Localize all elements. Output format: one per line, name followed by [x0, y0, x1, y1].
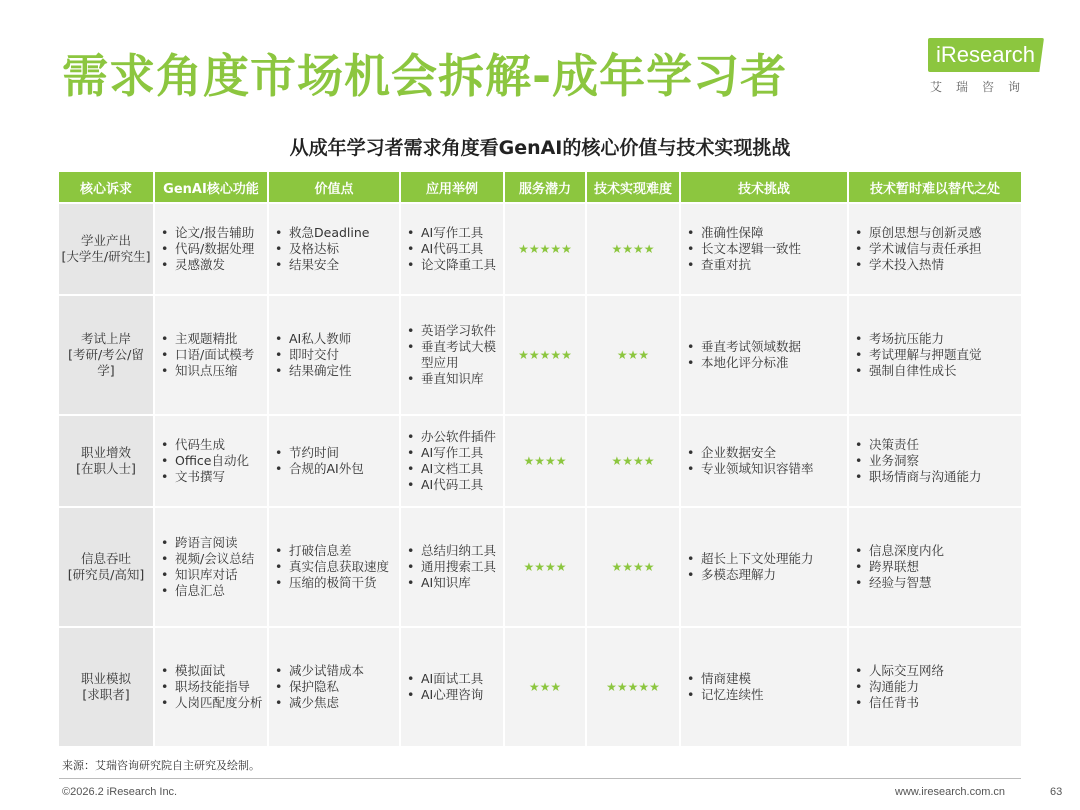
demand-text: [求职者]: [82, 687, 130, 702]
bullet-item: • 文书撰写: [161, 469, 249, 485]
bullet-item: • 强制自律性成长: [855, 363, 982, 379]
functions-cell: [155, 628, 269, 746]
functions-cell: [155, 296, 269, 414]
header-cell: 技术暂时难以替代之处: [849, 172, 1021, 202]
table-row: [59, 508, 1021, 626]
bullet-item: • 考场抗压能力: [855, 331, 982, 347]
demand-text: [大学生/研究生]: [61, 249, 151, 264]
bullet-item: • 人岗匹配度分析: [161, 695, 263, 711]
bullet-item: • 知识库对话: [161, 567, 254, 583]
header-cell: 服务潜力: [505, 172, 587, 202]
bullet-item: • 减少焦虑: [275, 695, 364, 711]
bullet-item: • AI文档工具: [407, 461, 496, 477]
bullet-item: • 结果安全: [275, 257, 369, 273]
functions-cell: [155, 416, 269, 506]
source-note: 来源：艾瑞咨询研究院自主研究及绘制。: [62, 759, 260, 772]
header-cell: 技术挑战: [681, 172, 849, 202]
bullet-item: • 保护隐私: [275, 679, 364, 695]
bullet-item: • 跨界联想: [855, 559, 944, 575]
bullet-item: • 信息深度内化: [855, 543, 944, 559]
header-cell: 应用举例: [401, 172, 505, 202]
demand-cell: [59, 508, 155, 626]
bullet-item: • 办公软件插件: [407, 429, 496, 445]
table-row: [59, 416, 1021, 506]
bullet-item: • 准确性保障: [687, 225, 801, 241]
demand-cell: [59, 204, 155, 294]
bullet-item: • 代码/数据处理: [161, 241, 254, 257]
bullet-list: [155, 225, 258, 273]
table-row: [59, 204, 1021, 294]
bullet-item: • 垂直考试大模型应用: [407, 339, 499, 371]
values-cell: [269, 204, 401, 294]
difficulty-rating: ★★★★: [587, 508, 681, 626]
bullet-item: • Office自动化: [161, 453, 249, 469]
bullet-item: • 信任背书: [855, 695, 944, 711]
challenges-cell: [681, 204, 849, 294]
bullet-list: [269, 225, 373, 273]
page-title: 需求角度市场机会拆解-成年学习者: [62, 49, 788, 103]
bullet-item: • AI心理咨询: [407, 687, 483, 703]
bullet-item: • 即时交付: [275, 347, 352, 363]
bullet-item: • 企业数据安全: [687, 445, 814, 461]
bullet-item: • 情商建模: [687, 671, 764, 687]
potential-rating: ★★★★★: [505, 204, 587, 294]
demand-text: 职业模拟: [80, 671, 131, 686]
bullet-item: • AI代码工具: [407, 477, 496, 493]
bullet-item: • 沟通能力: [855, 679, 944, 695]
demand-text: 职业增效: [80, 445, 131, 460]
bullet-list: [681, 339, 805, 371]
bullet-item: • 长文本逻辑一致性: [687, 241, 801, 257]
bullet-item: • 信息汇总: [161, 583, 254, 599]
bullet-item: • 多模态理解力: [687, 567, 814, 583]
bullet-item: • 论文降重工具: [407, 257, 496, 273]
bullet-list: [269, 445, 368, 477]
bullet-list: [401, 543, 500, 591]
bullet-list: [849, 543, 948, 591]
bullet-item: • 代码生成: [161, 437, 249, 453]
header-cell: 价值点: [269, 172, 401, 202]
potential-rating: ★★★★: [505, 416, 587, 506]
bullet-item: • 节约时间: [275, 445, 364, 461]
challenges-cell: [681, 508, 849, 626]
bullet-item: • 本地化评分标准: [687, 355, 801, 371]
examples-cell: [401, 508, 505, 626]
opportunity-table: [59, 172, 1021, 746]
difficulty-rating: ★★★★: [587, 416, 681, 506]
bullet-item: • 人际交互网络: [855, 663, 944, 679]
bullet-item: • 垂直考试领域数据: [687, 339, 801, 355]
potential-rating: ★★★: [505, 628, 587, 746]
bullet-list: [401, 225, 500, 273]
bullet-list: [401, 429, 500, 493]
logo-subtitle: 艾瑞咨询: [930, 80, 1035, 94]
bullet-item: • 经验与智慧: [855, 575, 944, 591]
bullet-item: • 学术诚信与责任承担: [855, 241, 982, 257]
bullet-item: • 论文/报告辅助: [161, 225, 254, 241]
difficulty-rating: ★★★★★: [587, 628, 681, 746]
potential-rating: ★★★★★: [505, 296, 587, 414]
demand-text: [在职人士]: [76, 461, 136, 476]
bullet-list: [849, 331, 986, 379]
page-number: 63: [1050, 786, 1063, 798]
difficulty-rating: ★★★: [587, 296, 681, 414]
examples-cell: [401, 416, 505, 506]
bullet-list: [849, 437, 986, 485]
functions-cell: [155, 508, 269, 626]
bullet-item: • 救急Deadline: [275, 225, 369, 241]
values-cell: [269, 416, 401, 506]
bullet-item: • AI知识库: [407, 575, 496, 591]
bullet-list: [849, 663, 948, 711]
bullet-list: [681, 445, 818, 477]
examples-cell: [401, 296, 505, 414]
bullet-item: • 知识点压缩: [161, 363, 254, 379]
website-link[interactable]: www.iresearch.com.cn: [895, 786, 1006, 798]
bullet-item: • 原创思想与创新灵感: [855, 225, 982, 241]
irreplaceable-cell: [849, 416, 1021, 506]
bullet-item: • 垂直知识库: [407, 371, 499, 387]
bullet-item: • 学术投入热情: [855, 257, 982, 273]
bullet-item: • AI面试工具: [407, 671, 483, 687]
bullet-item: • 模拟面试: [161, 663, 263, 679]
challenges-cell: [681, 628, 849, 746]
iresearch-logo: [928, 38, 1053, 98]
demand-text: 学业产出: [80, 233, 131, 248]
bullet-item: • 结果确定性: [275, 363, 352, 379]
bullet-item: • AI写作工具: [407, 225, 496, 241]
bullet-list: [849, 225, 986, 273]
demand-text: 学]: [97, 363, 115, 378]
table-row: [59, 628, 1021, 746]
bullet-list: [401, 323, 503, 387]
copyright: ©2026.2 iResearch Inc.: [62, 786, 178, 798]
bullet-list: [269, 543, 393, 591]
irreplaceable-cell: [849, 628, 1021, 746]
bullet-item: • AI私人教师: [275, 331, 352, 347]
bullet-list: [155, 663, 267, 711]
bullet-list: [155, 331, 258, 379]
bullet-item: • 业务洞察: [855, 453, 982, 469]
bullet-list: [155, 535, 258, 599]
bullet-item: • 真实信息获取速度: [275, 559, 389, 575]
bullet-item: • 超长上下文处理能力: [687, 551, 814, 567]
bullet-item: • 决策责任: [855, 437, 982, 453]
bullet-item: • 合规的AI外包: [275, 461, 364, 477]
bullet-item: • 职场技能指导: [161, 679, 263, 695]
bullet-list: [681, 671, 768, 703]
irreplaceable-cell: [849, 296, 1021, 414]
bullet-item: • 职场情商与沟通能力: [855, 469, 982, 485]
bullet-item: • 英语学习软件: [407, 323, 499, 339]
bullet-item: • 视频/会议总结: [161, 551, 254, 567]
logo-brand: iResearch: [936, 42, 1036, 67]
irreplaceable-cell: [849, 508, 1021, 626]
table-header: [59, 172, 1021, 202]
challenges-cell: [681, 416, 849, 506]
demand-text: 信息吞吐: [80, 551, 131, 566]
bullet-item: • 总结归纳工具: [407, 543, 496, 559]
bullet-item: • 减少试错成本: [275, 663, 364, 679]
bullet-item: • 跨语言阅读: [161, 535, 254, 551]
bullet-list: [681, 225, 805, 273]
difficulty-rating: ★★★★: [587, 204, 681, 294]
bullet-item: • 查重对抗: [687, 257, 801, 273]
demand-text: 考试上岸: [80, 331, 131, 346]
values-cell: [269, 628, 401, 746]
footer-divider: [59, 778, 1021, 779]
table-subtitle: 从成年学习者需求角度看GenAI的核心价值与技术实现挑战: [289, 137, 791, 159]
header-cell: 核心诉求: [59, 172, 155, 202]
bullet-item: • 考试理解与押题直觉: [855, 347, 982, 363]
bullet-item: • 主观题精批: [161, 331, 254, 347]
table-body: [59, 204, 1021, 746]
irreplaceable-cell: [849, 204, 1021, 294]
bullet-list: [269, 331, 356, 379]
bullet-item: • 专业领域知识容错率: [687, 461, 814, 477]
bullet-list: [681, 551, 818, 583]
bullet-item: • 通用搜索工具: [407, 559, 496, 575]
demand-cell: [59, 296, 155, 414]
bullet-item: • 灵感激发: [161, 257, 254, 273]
examples-cell: [401, 204, 505, 294]
bullet-item: • 及格达标: [275, 241, 369, 257]
header-cell: 技术实现难度: [587, 172, 681, 202]
header-cell: GenAI核心功能: [155, 172, 269, 202]
bullet-item: • 记忆连续性: [687, 687, 764, 703]
values-cell: [269, 508, 401, 626]
demand-text: [考研/考公/留: [68, 347, 144, 362]
bullet-item: • AI写作工具: [407, 445, 496, 461]
table-row: [59, 296, 1021, 414]
bullet-item: • 口语/面试模考: [161, 347, 254, 363]
challenges-cell: [681, 296, 849, 414]
demand-cell: [59, 628, 155, 746]
functions-cell: [155, 204, 269, 294]
bullet-item: • AI代码工具: [407, 241, 496, 257]
potential-rating: ★★★★: [505, 508, 587, 626]
bullet-item: • 压缩的极简干货: [275, 575, 389, 591]
bullet-list: [155, 437, 253, 485]
demand-cell: [59, 416, 155, 506]
bullet-item: • 打破信息差: [275, 543, 389, 559]
bullet-list: [269, 663, 368, 711]
values-cell: [269, 296, 401, 414]
bullet-list: [401, 671, 487, 703]
demand-text: [研究员/高知]: [67, 567, 145, 582]
examples-cell: [401, 628, 505, 746]
